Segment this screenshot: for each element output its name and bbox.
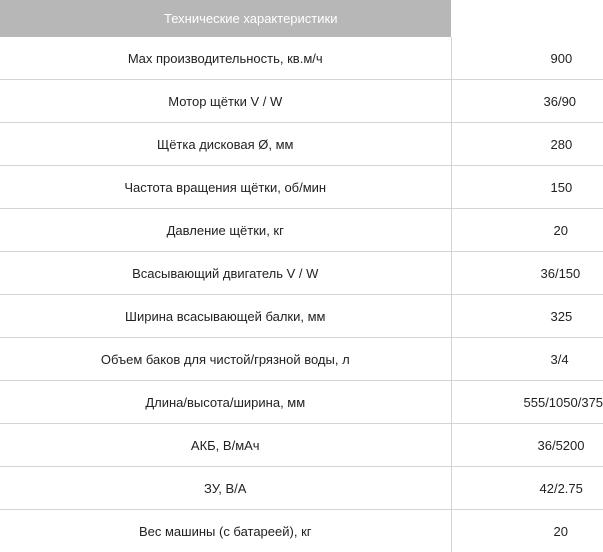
spec-table-header-blank [451, 0, 603, 37]
spec-label: ЗУ, В/А [0, 467, 451, 510]
spec-table-header [0, 0, 603, 37]
spec-table-title: Технические характеристики [0, 0, 451, 37]
table-row [0, 424, 603, 467]
spec-value: 900 [451, 37, 603, 80]
table-row [0, 123, 603, 166]
table-row [0, 166, 603, 209]
table-row [0, 510, 603, 552]
spec-label: Объем баков для чистой/грязной воды, л [0, 338, 451, 381]
spec-value: 280 [451, 123, 603, 166]
spec-label: Частота вращения щётки, об/мин [0, 166, 451, 209]
spec-value: 555/1050/375 [451, 381, 603, 424]
table-row [0, 37, 603, 80]
spec-label: Щётка дисковая Ø, мм [0, 123, 451, 166]
spec-label: Всасывающий двигатель V / W [0, 252, 451, 295]
spec-value: 36/150 [451, 252, 603, 295]
spec-value: 325 [451, 295, 603, 338]
table-row [0, 467, 603, 510]
spec-value: 20 [451, 510, 603, 552]
table-row [0, 338, 603, 381]
table-row [0, 252, 603, 295]
spec-value: 36/90 [451, 80, 603, 123]
table-row [0, 80, 603, 123]
spec-value: 3/4 [451, 338, 603, 381]
table-row [0, 209, 603, 252]
spec-value: 150 [451, 166, 603, 209]
spec-label: Длина/высота/ширина, мм [0, 381, 451, 424]
spec-label: Max производительность, кв.м/ч [0, 37, 451, 80]
spec-label: АКБ, В/мАч [0, 424, 451, 467]
spec-label: Мотор щётки V / W [0, 80, 451, 123]
spec-label: Вес машины (с батареей), кг [0, 510, 451, 552]
table-row [0, 295, 603, 338]
spec-value: 42/2.75 [451, 467, 603, 510]
table-row [0, 381, 603, 424]
spec-value: 36/5200 [451, 424, 603, 467]
spec-label: Давление щётки, кг [0, 209, 451, 252]
spec-label: Ширина всасывающей балки, мм [0, 295, 451, 338]
spec-value: 20 [451, 209, 603, 252]
